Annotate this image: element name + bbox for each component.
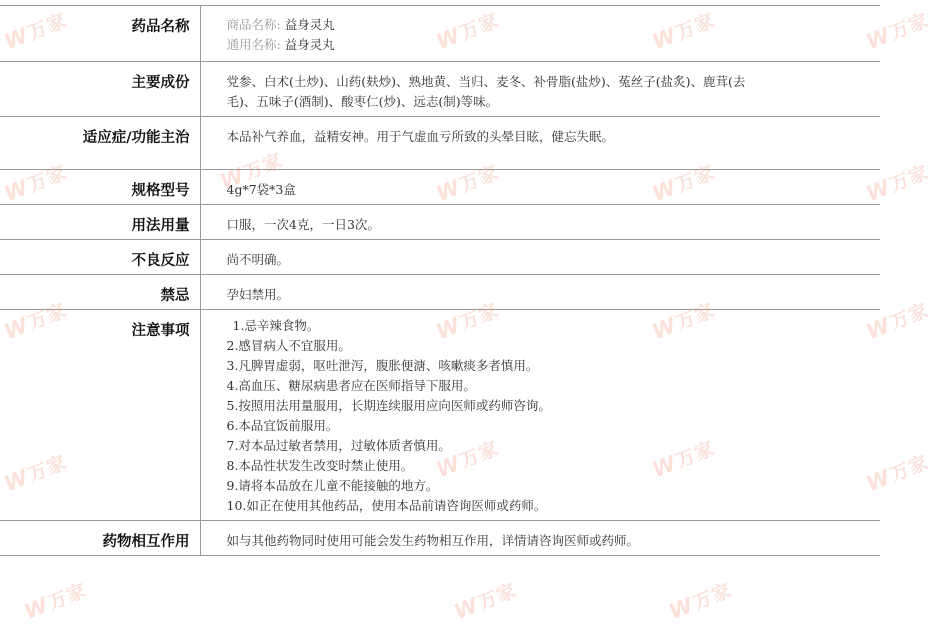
watermark-logo: W万家 <box>648 437 719 483</box>
row-dosage <box>0 205 880 240</box>
precautions-label: 注意事项 <box>0 310 200 521</box>
list-item: 1.忌辛辣食物。 <box>232 318 320 333</box>
watermark-logo: W万家 <box>648 161 719 207</box>
list-item: 9.请将本品放在儿童不能接触的地方。 <box>226 478 439 493</box>
adverse-reactions-value: 尚不明确。 <box>200 240 880 275</box>
list-item: 3.凡脾胃虚弱，呕吐泄泻，腹胀便溏、咳嗽痰多者慎用。 <box>226 358 539 373</box>
interactions-value: 如与其他药物同时使用可能会发生药物相互作用，详情请咨询医师或药师。 <box>200 521 880 556</box>
row-precautions <box>0 310 880 521</box>
dosage-label: 用法用量 <box>0 205 200 240</box>
watermark-logo: W万家 <box>432 161 503 207</box>
watermark-logo: W万家 <box>432 437 503 483</box>
list-item: 4.高血压、糖尿病患者应在医师指导下服用。 <box>226 378 476 393</box>
row-interactions <box>0 521 880 556</box>
drug-name-label: 药品名称 <box>0 6 200 62</box>
spec-value: 4g*7袋*3盒 <box>200 170 880 205</box>
indications-value: 本品补气养血，益精安神。用于气虚血亏所致的头晕目眩，健忘失眠。 <box>200 117 880 170</box>
watermark-logo: W万家 <box>862 9 933 55</box>
watermark-logo: W万家 <box>0 9 71 55</box>
row-indications <box>0 117 880 170</box>
drug-info-table <box>0 5 880 556</box>
watermark-logo: W万家 <box>862 161 933 207</box>
list-item: 7.对本品过敏者禁用，过敏体质者慎用。 <box>226 438 451 453</box>
watermark-logo: W万家 <box>20 579 91 625</box>
list-item: 10.如正在使用其他药品，使用本品前请咨询医师或药师。 <box>226 498 547 513</box>
watermark-logo: W万家 <box>862 299 933 345</box>
generic-name-label: 通用名称: <box>226 37 281 52</box>
watermark-logo: W万家 <box>862 451 933 497</box>
ingredients-label: 主要成份 <box>0 62 200 117</box>
watermark-logo: W万家 <box>648 9 719 55</box>
row-contraindications <box>0 275 880 310</box>
indications-label: 适应症/功能主治 <box>0 117 200 170</box>
watermark-logo: W万家 <box>648 299 719 345</box>
generic-name-value: 益身灵丸 <box>284 37 335 52</box>
interactions-label: 药物相互作用 <box>0 521 200 556</box>
watermark-logo: W万家 <box>665 579 736 625</box>
list-item: 8.本品性状发生改变时禁止使用。 <box>226 458 414 473</box>
row-adverse-reactions <box>0 240 880 275</box>
watermark-logo: W万家 <box>432 9 503 55</box>
list-item: 5.按照用法用量服用，长期连续服用应向医师或药师咨询。 <box>226 398 551 413</box>
precautions-value <box>200 310 880 521</box>
precautions-list <box>227 316 869 516</box>
contraindications-label: 禁忌 <box>0 275 200 310</box>
generic-name-line <box>227 35 869 55</box>
list-item: 6.本品宜饭前服用。 <box>226 418 339 433</box>
trade-name-value: 益身灵丸 <box>284 17 335 32</box>
watermark-logo: W万家 <box>0 161 71 207</box>
row-drug-name <box>0 6 880 62</box>
row-ingredients <box>0 62 880 117</box>
adverse-reactions-label: 不良反应 <box>0 240 200 275</box>
dosage-value: 口服，一次4克，一日3次。 <box>200 205 880 240</box>
watermark-logo: W万家 <box>432 299 503 345</box>
list-item: 2.感冒病人不宜服用。 <box>226 338 351 353</box>
drug-name-value <box>200 6 880 62</box>
spec-label: 规格型号 <box>0 170 200 205</box>
watermark-logo: W万家 <box>0 299 71 345</box>
row-spec <box>0 170 880 205</box>
trade-name-line <box>227 15 869 35</box>
watermark-logo: W万家 <box>0 451 71 497</box>
trade-name-label: 商品名称: <box>226 17 281 32</box>
ingredients-value: 党参、白术(土炒)、山药(麸炒)、熟地黄、当归、麦冬、补骨脂(盐炒)、菟丝子(盐炙)、鹿茸(去毛)、五味子(酒制)、酸枣仁(炒)、远志(制)等味。 <box>200 62 880 117</box>
watermark-logo: W万家 <box>450 579 521 625</box>
watermark-logo: W万家 <box>216 149 287 195</box>
contraindications-value: 孕妇禁用。 <box>200 275 880 310</box>
